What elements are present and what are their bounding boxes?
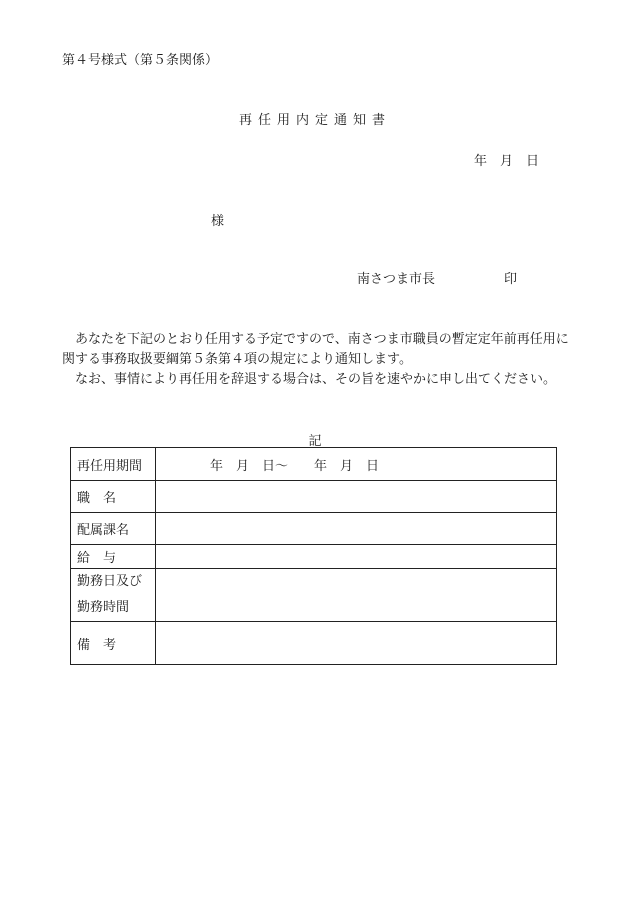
row-label-department: 配属課名 — [71, 513, 156, 545]
issuer-name: 南さつま市長 — [357, 272, 436, 287]
table-row — [71, 481, 557, 513]
form-number: 第４号様式（第５条関係） — [62, 53, 219, 68]
issue-date: 年 月 日 — [474, 154, 540, 169]
addressee-suffix: 様 — [211, 214, 225, 229]
row-label-remarks: 備 考 — [71, 622, 156, 665]
row-value-department — [156, 513, 557, 545]
document-title: 再任用内定通知書 — [238, 113, 391, 128]
row-value-period: 年 月 日～ 年 月 日 — [156, 448, 557, 481]
table-row — [71, 513, 557, 545]
row-value-job-title — [156, 481, 557, 513]
row-label-period: 再任用期間 — [71, 448, 156, 481]
body-paragraph-2: なお、事情により再任用を辞退する場合は、その旨を速やかに申し出てください。 — [75, 372, 557, 387]
row-label-job-title: 職 名 — [71, 481, 156, 513]
details-table — [70, 447, 557, 665]
table-row — [71, 448, 557, 481]
ki-heading: 記 — [308, 434, 322, 449]
row-label-work-schedule-line2: 勤務時間 — [77, 600, 130, 615]
row-value-work-schedule — [156, 569, 557, 622]
row-value-salary — [156, 545, 557, 569]
body-paragraph-1: あなたを下記のとおり任用する予定ですので、南さつま市職員の暫定定年前再任用に関する事務取扱要綱第５条第４項の規定により通知します。 — [62, 332, 569, 367]
table-row — [71, 569, 557, 622]
row-label-salary: 給 与 — [71, 545, 156, 569]
row-value-remarks — [156, 622, 557, 665]
table-row — [71, 622, 557, 665]
seal-mark: 印 — [504, 272, 518, 287]
row-label-work-schedule-line1: 勤務日及び — [77, 574, 143, 589]
table-row — [71, 545, 557, 569]
row-label-work-schedule — [71, 569, 156, 622]
